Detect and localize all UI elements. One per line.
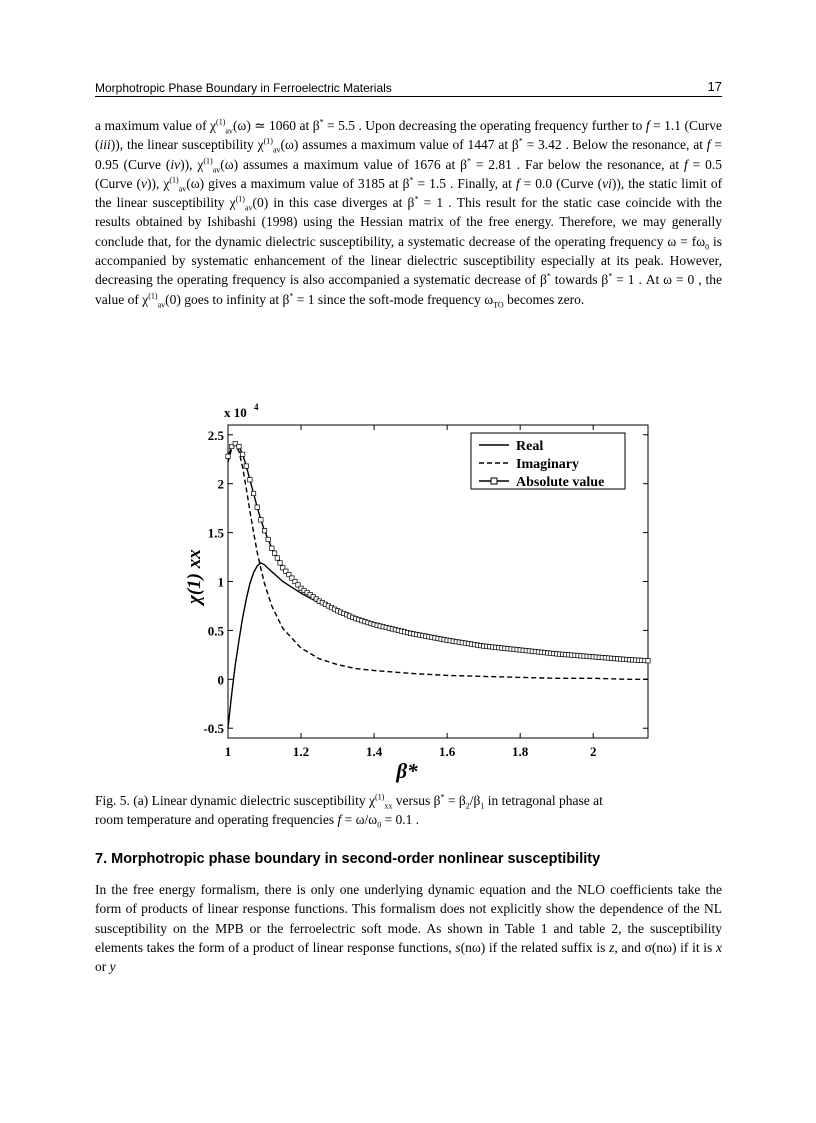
legend-marker (491, 478, 497, 484)
y-tick-label: 0 (217, 672, 224, 688)
paragraph-1: a maximum value of $\chi^{(1)}_{av}(\omega)$ ≃ 1060 at β* = 5.5 . Upon decreasing the operating frequency further to f = 1.1 (Curve (iii)), the linear susceptibility $\chi^{(1)}_{av}(\omega)$ assumes a maximum value of 1447 at β* = 3.42 . Below the resonance, at f = 0.95 (Curve (iv)), $\chi^{(1)}_{av}(\omega)$ assumes a maximum value of 1676 at β* = 2.81 . Far below the resonance, at f = 0.5 (Curve (v)), $\chi^{(1)}_{av}(\omega)$ gives a maximum value of 3185 at β* = 1.5 . Finally, at f = 0.0 (Curve (vi)), the static limit of the linear susceptibility $\chi^{(1)}_{av}(0)$ in this case diverges at β* = 1 . This result for the static case coincide with the results obtained by Ishibashi (1998) using the Hessian matrix of the free energy. Therefore, we may generally conclude that, for the dynamic dielectric susceptibility, a systematic decrease of the operating frequency $\omega = f\omega_0$ is accompanied by systematic enhancement of the linear dielectric susceptibility especially at its peak. However, decreasing the operating frequency is also accompanied a systematic decrease of β* towards β* = 1 . At ω = 0 , the value of $\chi^{(1)}_{av}(0)$ goes to infinity at β* = 1 since the soft-mode frequency $\omega_{TO}$ becomes zero. (95, 117, 723, 310)
series-marker (240, 452, 244, 456)
y-tick-label: 2.5 (207, 427, 224, 443)
series-marker (255, 505, 259, 509)
susceptibility-chart (170, 393, 660, 788)
x-tick-label: 2 (589, 744, 597, 759)
legend-label-2: Absolute value (516, 475, 605, 490)
x-axis-label: β* (396, 759, 418, 783)
series-marker (237, 444, 241, 448)
section-heading: 7. Morphotropic phase boundary in second-order nonlinear susceptibility (95, 851, 601, 867)
y-multiplier-label: x 10 (224, 405, 247, 420)
series-marker (266, 537, 270, 541)
y-tick-label: 1 (217, 574, 224, 590)
paragraph-2: In the free energy formalism, there is only one underlying dynamic equation and the NLO coefficients take the form of products of linear response functions. This formalism does not explicitly show the dependence of the NL susceptibility on the MPB or the ferroelectric soft mode. As shown in Table 1 and table 2, the susceptibility elements takes the form of a product of linear response functions, s(nω) if the related suffix is z, and σ(nω) if it is x or y (95, 882, 722, 975)
y-tick-label: 0.5 (207, 623, 224, 639)
x-tick-label: 1.4 (365, 744, 383, 759)
series-marker (259, 518, 263, 522)
y-axis-label: χ(1) xx (184, 549, 205, 604)
figure-caption: Fig. 5. (a) Linear dynamic dielectric susceptibility $\chi^{(1)}_{xx}$ versus $\beta^* = \beta_2/\beta_1$ in tetragonal phase at room temperature and operating frequencies $f = \omega/\omega_0 = 0.1$ . (95, 792, 603, 830)
x-tick-label: 1.6 (439, 744, 456, 759)
series-marker (226, 454, 230, 458)
y-tick-label: -0.5 (203, 721, 224, 737)
series-marker (251, 491, 255, 495)
running-title: Morphotropic Phase Boundary in Ferroelectric Materials (95, 81, 392, 95)
series-marker (270, 546, 274, 550)
y-multiplier-exponent: 4 (254, 402, 259, 412)
series-line-0 (228, 563, 648, 728)
x-tick-label: 1 (224, 744, 232, 759)
y-tick-label: 1.5 (207, 525, 224, 541)
legend-label-0: Real (516, 439, 544, 454)
x-tick-label: 1.8 (512, 744, 529, 759)
series-marker (275, 556, 279, 560)
header-rule (95, 96, 722, 97)
series-marker (272, 551, 276, 555)
series-marker (262, 528, 266, 532)
y-tick-label: 2 (217, 476, 224, 492)
x-tick-label: 1.2 (292, 744, 310, 759)
page-number: 17 (707, 79, 722, 94)
legend-label-1: Imaginary (516, 457, 579, 472)
series-marker (646, 659, 650, 663)
series-marker (244, 464, 248, 468)
series-marker (278, 561, 282, 565)
series-marker (248, 478, 252, 482)
figure-5 (170, 393, 660, 788)
